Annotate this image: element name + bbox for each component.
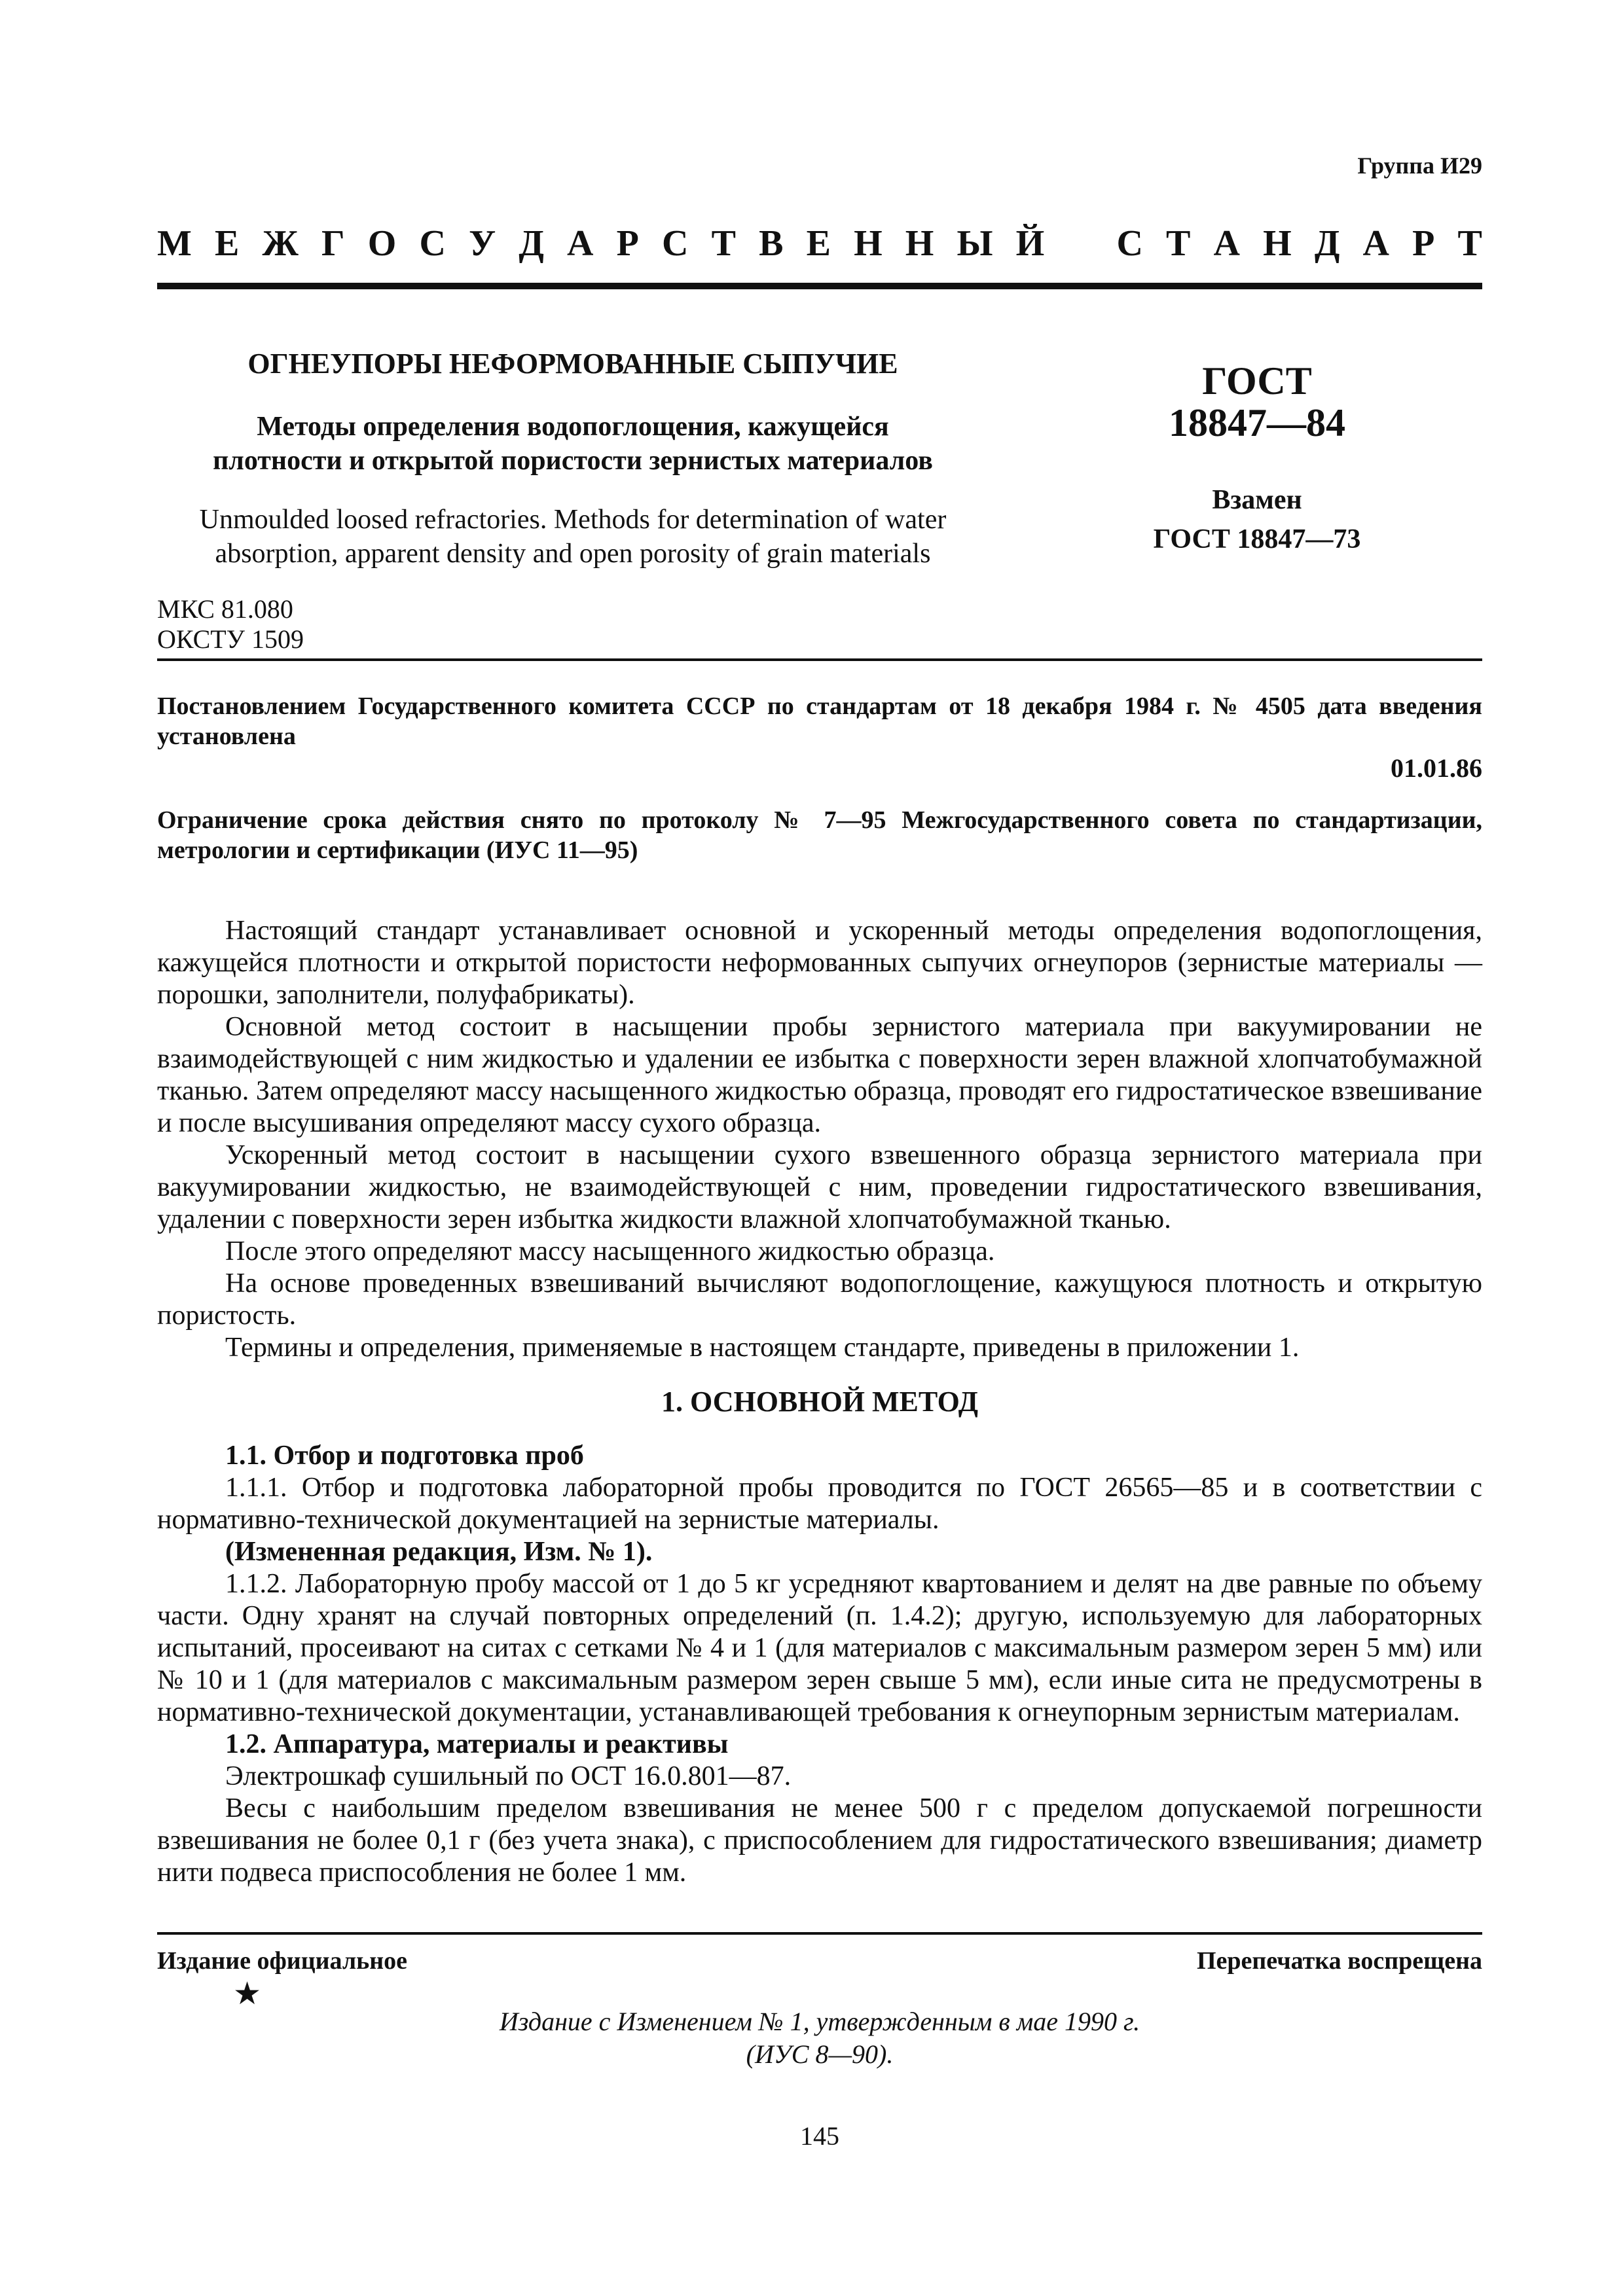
paragraph: 1.1.2. Лабораторную пробу массой от 1 до 5 кг усредняют квартованием и делят на две равные по объему части. Одну хранят на случай повторных определений (п. 1.4.2); другую, используемую для лабораторных испытаний, просеивают на ситах с сетками № 4 и 1 (для материалов с максимальным размером зерен 5 мм) или № 10 и 1 (для материалов с максимальным размером зерен свыше 5 мм), если иные сита не предусмотрены в нормативно-технической документации, устанавливающей требования к огнеупорным зернистым материалам. — [157, 1569, 1482, 1727]
banner-letter: Г — [321, 223, 345, 264]
document-subtitle — [157, 410, 989, 478]
paragraph: Электрошкаф сушильный по ОСТ 16.0.801—87. — [225, 1761, 792, 1791]
banner-letter: Д — [519, 223, 544, 264]
english-title-line: Unmoulded loosed refractories. Methods for determination of water — [199, 505, 947, 535]
document-title: ОГНЕУПОРЫ НЕФОРМОВАННЫЕ СЫПУЧИЕ — [247, 348, 898, 380]
banner-letter: Р — [1412, 223, 1435, 264]
banner-letter: Н — [905, 223, 934, 264]
paragraph: На основе проведенных взвешиваний вычисляют водопоглощение, кажущуюся плотность и открытую пористость. — [157, 1268, 1482, 1331]
banner-letter: С — [419, 223, 446, 264]
banner-gap — [1067, 223, 1093, 264]
banner-letter: А — [1362, 223, 1389, 264]
english-title — [157, 503, 989, 571]
banner-letter: Ж — [262, 223, 299, 264]
replace-number: ГОСТ 18847—73 — [1153, 524, 1361, 554]
paragraph: После этого определяют массу насыщенного жидкостью образца. — [225, 1236, 995, 1266]
banner-letter: У — [469, 223, 496, 264]
paragraph: Весы с наибольшим пределом взвешивания не менее 500 г с пределом допускаемой погрешности взвешивания не более 0,1 г (без учета знака), с приспособлением для гидростатического взвешивания; диаметр нити подвеса приспособления не более 1 мм. — [157, 1793, 1482, 1888]
banner-letter: Н — [854, 223, 883, 264]
banner-letter: Т — [1166, 223, 1191, 264]
mks-code: МКС 81.080 — [157, 594, 293, 624]
banner-letter: Д — [1314, 223, 1340, 264]
banner-letter: Й — [1015, 223, 1045, 264]
banner-letter: М — [157, 223, 192, 264]
okstu-code: ОКСТУ 1509 — [157, 624, 304, 654]
subsection-heading: 1.1. Отбор и подготовка проб — [225, 1441, 584, 1471]
limit-text: Ограничение срока действия снято по протоколу № 7—95 Межгосударственного совета по стандартизации, метрологии и сертификации (ИУС 11—95) — [157, 806, 1482, 864]
replace-label: Взамен — [1212, 485, 1302, 515]
star-icon: ★ — [233, 1977, 262, 2011]
page-number: 145 — [800, 2121, 839, 2151]
edition-line: Издание с Изменением № 1, утвержденным в мае 1990 г. — [499, 2007, 1140, 2036]
paragraph: Ускоренный метод состоит в насыщении сухого взвешенного образца зернистого материала при вакуумировании жидкостью, не взаимодействующей с ним, проведении гидростатического взвешивания, удалении с поверхности зерен избытка жидкости влажной хлопчатобумажной тканью. — [157, 1140, 1482, 1234]
banner-letter: Р — [616, 223, 639, 264]
paragraph: Термины и определения, применяемые в настоящем стандарте, приведены в приложении 1. — [225, 1333, 1300, 1363]
paragraph: Основной метод состоит в насыщении пробы зернистого материала при вакуумировании не взаимодействующей с ним жидкостью и удалении ее избытка с поверхности зерен влажной хлопчатобумажной тканью. Затем определяют массу насыщенного жидкостью образца, проводят его гидростатическое взвешивание и после высушивания определяют массу сухого образца. — [157, 1012, 1482, 1138]
section-1-body — [157, 1440, 1482, 1889]
subsection-heading: 1.2. Аппаратура, материалы и реактивы — [225, 1729, 729, 1759]
banner-letter: Т — [711, 223, 736, 264]
banner-letter: Н — [1263, 223, 1292, 264]
decree-text: Постановлением Государственного комитета СССР по стандартам от 18 декабря 1984 г. № 4505 дата введения установлена — [157, 692, 1482, 750]
reprint-prohibited-label: Перепечатка воспрещена — [1196, 1947, 1482, 1975]
banner-letter: Е — [806, 223, 831, 264]
gost-number: 18847—84 — [1169, 401, 1345, 444]
section-heading: 1. ОСНОВНОЙ МЕТОД — [661, 1386, 978, 1418]
header-rule — [157, 283, 1482, 289]
banner-letter: Е — [215, 223, 240, 264]
group-label: Группа И29 — [1357, 152, 1482, 179]
banner-letter: А — [1213, 223, 1240, 264]
official-edition-label: Издание официальное — [157, 1947, 408, 1975]
banner-letter: С — [1116, 223, 1143, 264]
classification-codes — [157, 594, 304, 655]
banner-letter: А — [567, 223, 594, 264]
amendment-note: (Измененная редакция, Изм. № 1). — [225, 1537, 653, 1567]
subtitle-line: Методы определения водопоглощения, кажущейся — [257, 412, 889, 442]
subtitle-line: плотности и открытой пористости зернистых материалов — [213, 446, 933, 476]
banner-letter: Ы — [957, 223, 993, 264]
banner-letter: В — [759, 223, 784, 264]
title-block-rule — [157, 658, 1482, 661]
english-title-line: absorption, apparent density and open porosity of grain materials — [215, 539, 931, 569]
footer-rule — [157, 1932, 1482, 1935]
banner-letter: С — [661, 223, 689, 264]
banner-letter: О — [367, 223, 397, 264]
edition-note — [157, 2005, 1482, 2071]
introduction-date: 01.01.86 — [1391, 753, 1482, 783]
introduction — [157, 915, 1482, 1364]
paragraph: Настоящий стандарт устанавливает основной и ускоренный методы определения водопоглощения, кажущейся плотности и открытой пористости неформованных сыпучих огнеупоров (зернистые материалы — порошки, заполнители, полуфабрикаты). — [157, 916, 1482, 1010]
banner-letter: Т — [1457, 223, 1482, 264]
gost-label: ГОСТ — [1202, 359, 1312, 403]
edition-line: (ИУС 8—90). — [746, 2039, 894, 2069]
standard-banner — [157, 223, 1482, 264]
paragraph: 1.1.1. Отбор и подготовка лабораторной пробы проводится по ГОСТ 26565—85 и в соответствии с нормативно-технической документацией на зернистые материалы. — [157, 1473, 1482, 1535]
